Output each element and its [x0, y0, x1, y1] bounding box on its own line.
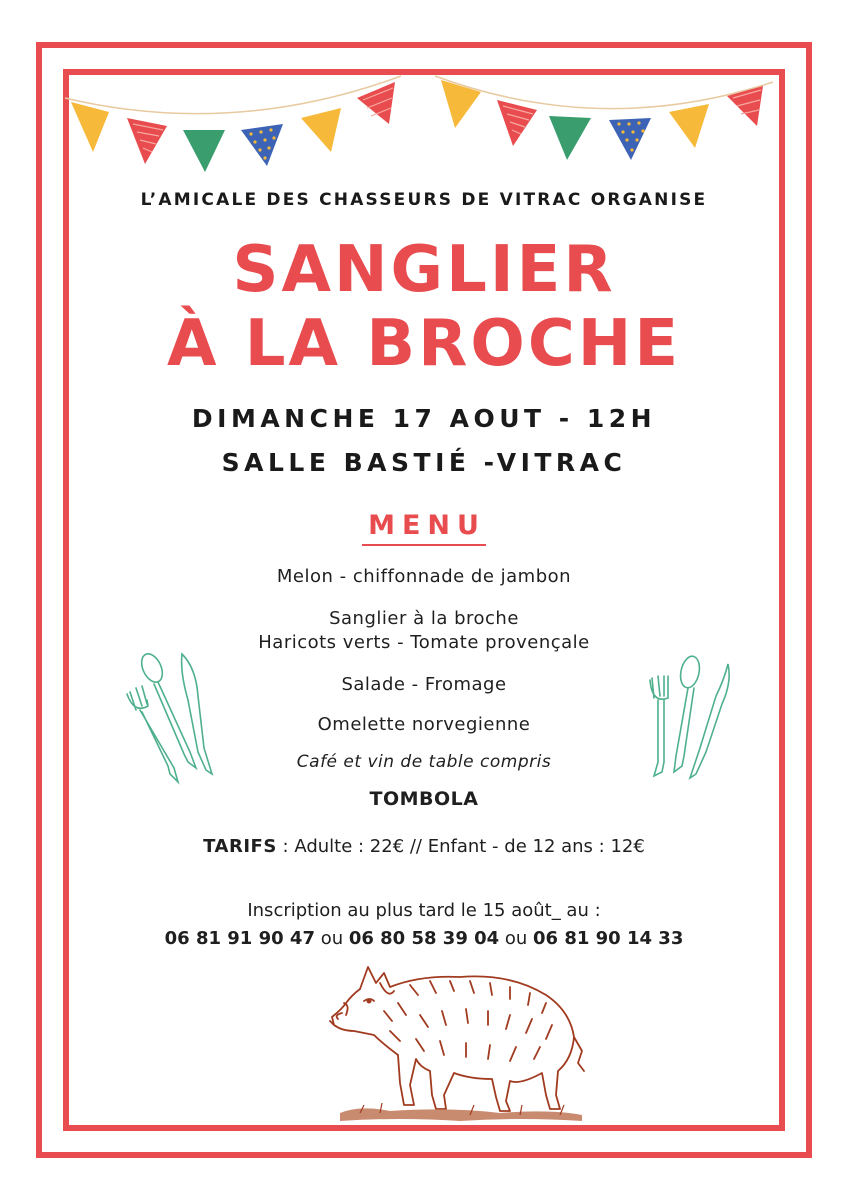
tarifs-label: TARIFS: [203, 836, 277, 857]
phone-numbers: [0, 928, 848, 949]
phone-separator: ou: [314, 928, 349, 949]
cutlery-left-icon: [122, 648, 222, 788]
menu-item: Sanglier à la broche: [329, 608, 519, 629]
title-line-1: SANGLIER: [232, 233, 616, 307]
tarifs-line: [0, 836, 848, 857]
menu-heading: [0, 510, 848, 546]
menu-item: Melon - chiffonnade de jambon: [276, 566, 572, 587]
title-line-2: À LA BROCHE: [166, 307, 682, 381]
menu-note: Café et vin de table compris: [296, 752, 552, 772]
menu-heading-text: MENU: [362, 510, 486, 546]
menu-item: Haricots verts - Tomate provençale: [258, 632, 590, 653]
event-venue: SALLE BASTIÉ -VITRAC: [221, 448, 627, 477]
organizer-line: L’AMICALE DES CHASSEURS DE VITRAC ORGANISE: [140, 190, 708, 210]
boar-illustration: [320, 955, 590, 1125]
menu-item: Salade - Fromage: [341, 674, 507, 695]
cutlery-right-icon: [640, 652, 736, 788]
phone-number-2: 06 80 58 39 04: [348, 928, 500, 949]
event-date-time: DIMANCHE 17 AOUT - 12H: [191, 404, 657, 433]
tombola-label: TOMBOLA: [369, 788, 479, 810]
inscription-line: Inscription au plus tard le 15 août_ au :: [247, 900, 601, 921]
phone-number-3: 06 81 90 14 33: [533, 928, 684, 949]
menu-item: Omelette norvegienne: [317, 714, 531, 735]
phone-separator: ou: [499, 928, 534, 949]
bunting-flags: [63, 68, 785, 178]
tarifs-text: : Adulte : 22€ // Enfant - de 12 ans : 12€: [276, 836, 645, 857]
phone-number-1: 06 81 91 90 47: [164, 928, 315, 949]
